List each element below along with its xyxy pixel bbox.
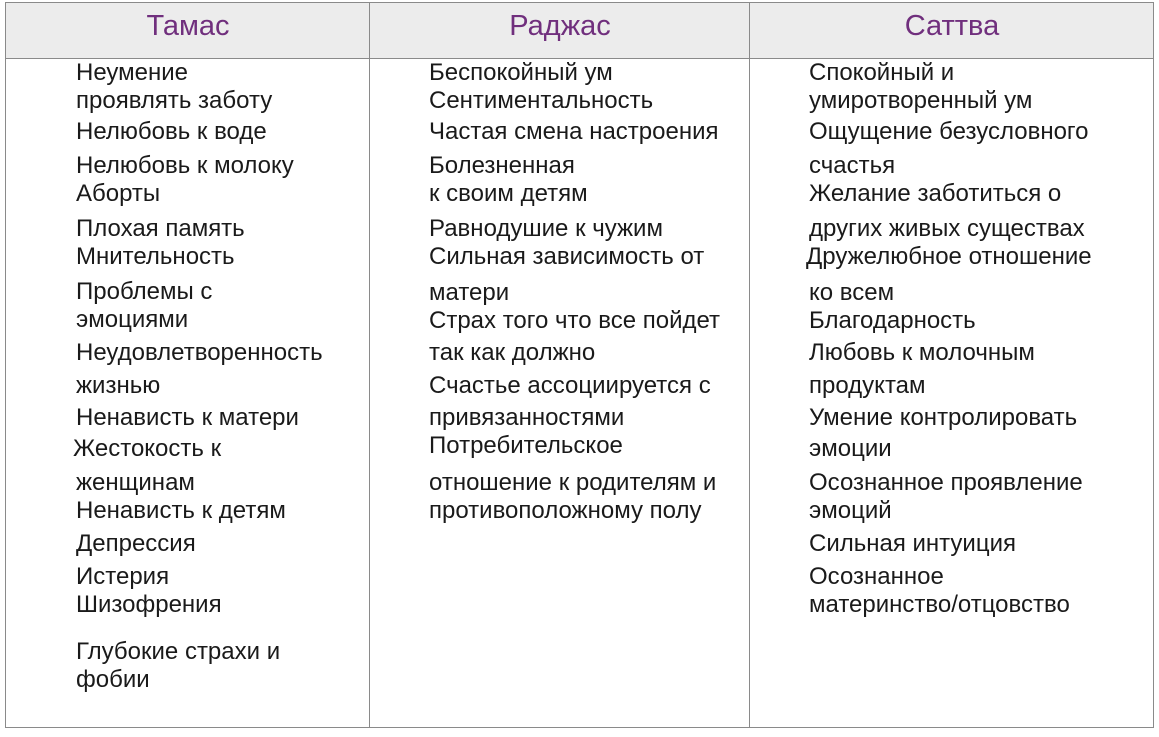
list-item: матери [429,279,510,306]
list-item: женщинам [76,469,195,496]
list-item: Сентиментальность [429,87,654,114]
list-item: Ощущение безусловного [809,118,1089,145]
list-item: Сильная интуиция [809,530,1016,557]
list-item: Проблемы с [76,278,213,305]
list-item: эмоций [809,497,892,524]
list-item: Любовь к молочным [809,339,1035,366]
list-item: Ненависть к детям [76,497,286,524]
list-item: Счастье ассоциируется с [429,372,711,399]
list-item: Истерия [76,563,170,590]
list-item: Жестокость к [73,435,222,462]
list-item: Нелюбовь к молоку [76,152,294,179]
list-item: эмоции [809,435,892,462]
list-item: Частая смена настроения [429,118,719,145]
list-item: проявлять заботу [76,87,273,114]
list-item: Плохая память [76,215,245,242]
list-item: Умение контролировать [809,404,1078,431]
list-item: Благодарность [809,307,976,334]
list-item: материнство/отцовство [809,591,1070,618]
list-item: Нелюбовь к воде [76,118,267,145]
list-item: умиротворенный ум [809,87,1033,114]
list-item: фобии [76,666,150,693]
header-sattva: Саттва [904,10,1000,42]
list-item: ко всем [809,279,895,306]
list-item: привязанностями [429,404,625,431]
list-item: счастья [809,152,896,179]
list-item: Страх того что все пойдет [429,307,721,334]
list-item: Осознанное проявление [809,469,1083,496]
list-item: Осознанное [809,563,944,590]
column-divider [749,3,750,727]
list-item: Депрессия [76,530,196,557]
list-item: других живых существах [809,215,1085,242]
list-item: эмоциями [76,306,189,333]
list-item: Беспокойный ум [429,59,613,86]
list-item: Неумение [76,59,188,86]
list-item: Глубокие страхи и [76,638,281,665]
list-item: противоположному полу [429,497,702,524]
list-item: Дружелюбное отношение [806,243,1092,270]
list-item: Неудовлетворенность [76,339,323,366]
list-item: Сильная зависимость от [429,243,705,270]
header-tamas: Тамас [146,10,230,42]
list-item: Желание заботиться о [809,180,1062,207]
list-item: жизнью [76,372,161,399]
list-item: Ненависть к матери [76,404,299,431]
list-item: Аборты [76,180,161,207]
list-item: так как должно [429,339,596,366]
list-item: отношение к родителям и [429,469,717,496]
list-item: продуктам [809,372,926,399]
list-item: Мнительность [76,243,235,270]
column-divider [369,3,370,727]
list-item: к своим детям [429,180,588,207]
list-item: Шизофрения [76,591,222,618]
list-item: Равнодушие к чужим [429,215,663,242]
header-rajas: Раджас [509,10,611,42]
header-row [6,3,1153,59]
gunas-table [5,2,1154,728]
list-item: Болезненная [429,152,575,179]
list-item: Спокойный и [809,59,955,86]
list-item: Потребительское [429,432,623,459]
